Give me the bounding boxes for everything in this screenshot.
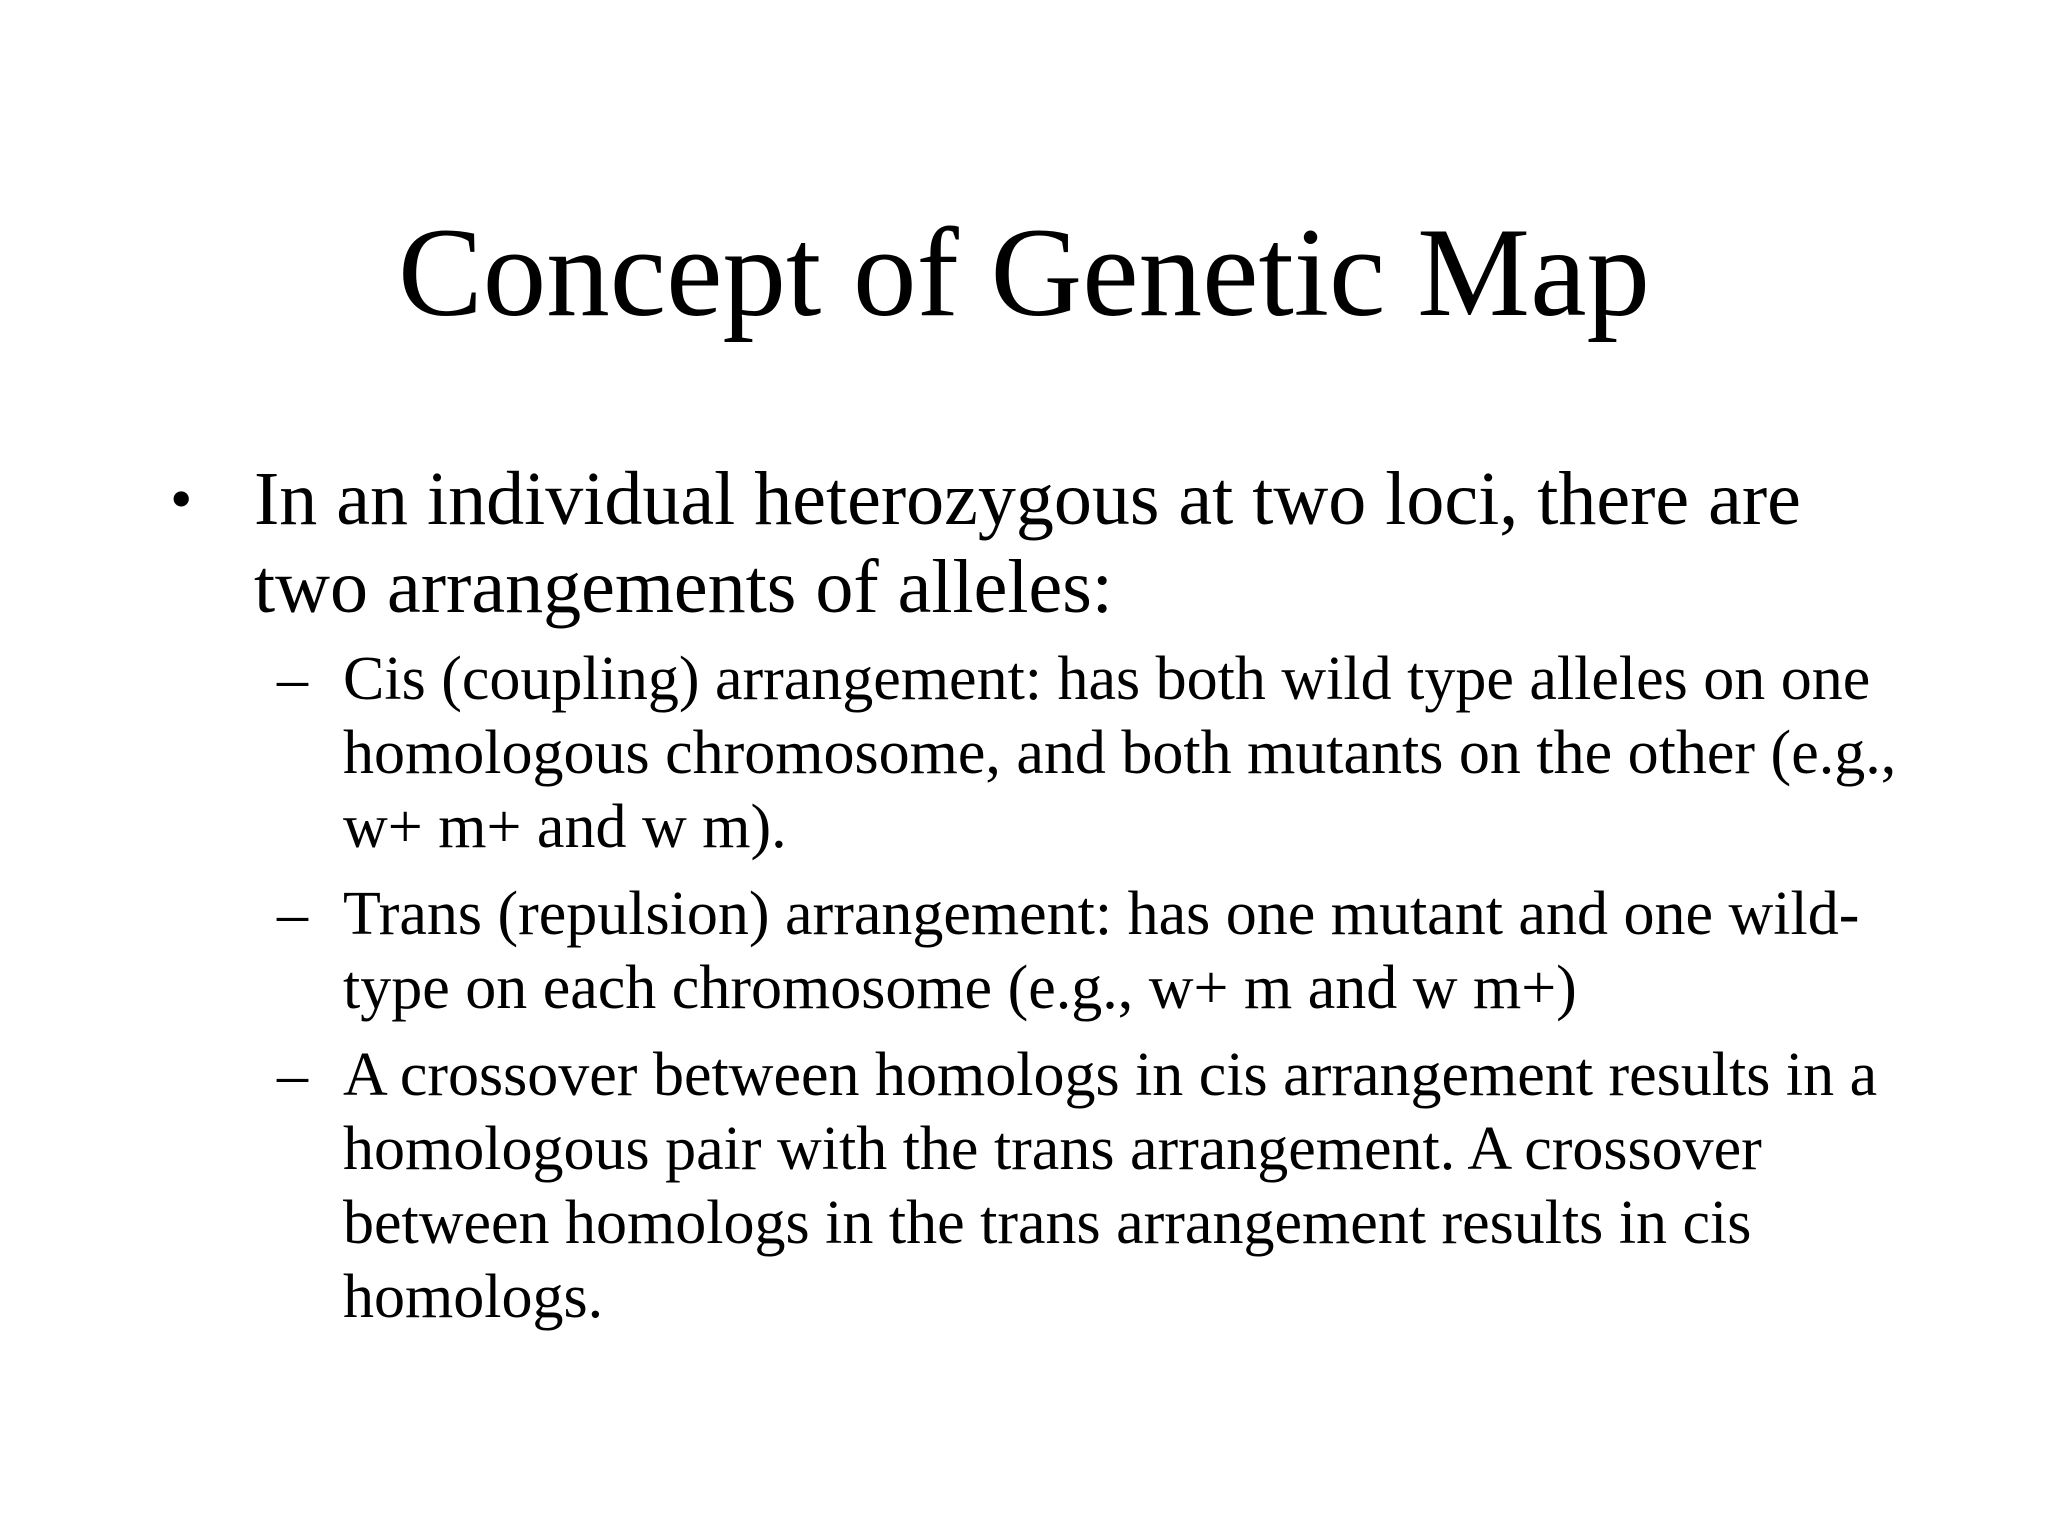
dash-icon: – xyxy=(277,1041,308,1109)
slide-title: Concept of Genetic Map xyxy=(398,203,1650,343)
sub-bullet-text: Trans (repulsion) arrangement: has one mutant and one wild-type on each chromosome (e.g., w+ m and w m+) xyxy=(343,880,1860,1022)
main-bullet-text: In an individual heterozygous at two loci, there are two arrangements of alleles: xyxy=(254,457,1801,629)
main-bullet-list xyxy=(170,455,1910,631)
sub-bullet-list xyxy=(277,642,1937,1347)
bullet-icon: • xyxy=(170,463,193,534)
dash-icon: – xyxy=(277,645,308,713)
dash-icon: – xyxy=(277,880,308,948)
sub-bullet-crossover xyxy=(277,1038,1937,1334)
sub-bullet-text: Cis (coupling) arrangement: has both wild type alleles on one homologous chromosome, and both mutants on the other (e.g., w+ m+ and w m). xyxy=(343,645,1897,861)
sub-bullet-trans xyxy=(277,877,1937,1025)
sub-bullet-text: A crossover between homologs in cis arrangement results in a homologous pair with the trans arrangement. A crossover between homologs in the trans arrangement results in cis homologs. xyxy=(343,1041,1878,1331)
main-bullet xyxy=(170,455,1910,631)
sub-bullet-cis xyxy=(277,642,1937,864)
